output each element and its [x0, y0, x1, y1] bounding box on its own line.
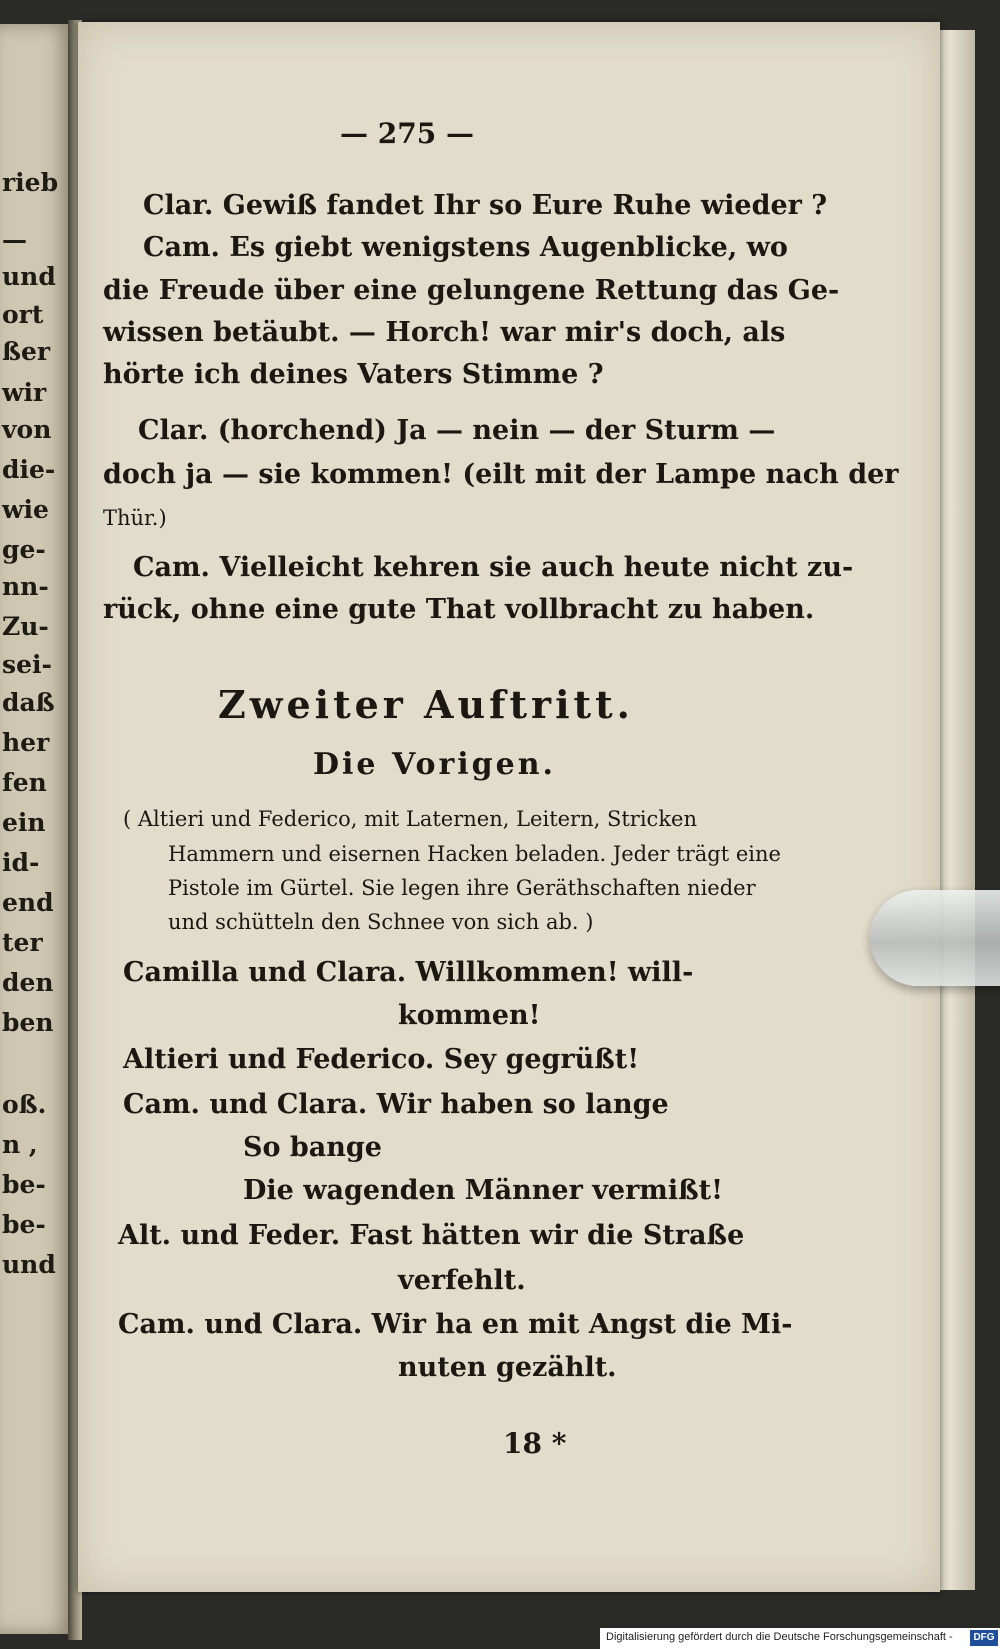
verse-line: Altieri und Federico. Sey gegrüßt! — [123, 1044, 640, 1075]
verse-line: Alt. und Feder. Fast hätten wir die Straße — [118, 1220, 745, 1251]
text-line: Thür.) — [103, 506, 167, 530]
left-page-fragment: ter — [2, 928, 43, 957]
left-page-fragment: ort — [2, 300, 44, 329]
stage-direction-line: Pistole im Gürtel. Sie legen ihre Geräthschaften nieder — [168, 876, 756, 900]
page-edge-stack — [935, 30, 975, 1590]
dfg-logo: DFG — [970, 1630, 998, 1646]
text-line: doch ja — sie kommen! (eilt mit der Lampe nach der — [103, 459, 899, 490]
verse-line: verfehlt. — [398, 1265, 526, 1296]
footer-credit: Digitalisierung gefördert durch die Deutsche Forschungsgemeinschaft - — [606, 1631, 953, 1643]
left-page-fragment: die- — [2, 455, 56, 484]
text-line: Cam. Es giebt wenigstens Augenblicke, wo — [143, 232, 788, 263]
left-page-fragment: den — [2, 968, 54, 997]
left-page-fragment: n , — [2, 1130, 38, 1159]
text-line: Clar. Gewiß fandet Ihr so Eure Ruhe wieder ? — [143, 190, 828, 221]
stage-direction-line: und schütteln den Schnee von sich ab. ) — [168, 910, 594, 934]
left-page-fragment: oß. — [2, 1090, 47, 1119]
left-page-fragment: und — [2, 1250, 56, 1279]
left-page-fragment: Zu- — [2, 612, 49, 641]
book-page — [78, 22, 940, 1592]
left-page-fragment: wir — [2, 378, 47, 407]
stage-direction-line: Hammern und eisernen Hacken beladen. Jeder trägt eine — [168, 842, 781, 866]
verse-line: Cam. und Clara. Wir ha en mit Angst die Mi- — [118, 1309, 793, 1340]
scene-subheading: Die Vorigen. — [313, 747, 556, 782]
scene-heading: Zweiter Auftritt. — [218, 682, 634, 727]
left-page-edge — [0, 24, 72, 1634]
left-page-fragment: daß — [2, 688, 55, 717]
left-page-fragment: fen — [2, 768, 47, 797]
verse-line: Cam. und Clara. Wir haben so lange — [123, 1089, 669, 1120]
text-line: Cam. Vielleicht kehren sie auch heute nicht zu- — [133, 552, 854, 583]
left-page-fragment: von — [2, 415, 52, 444]
left-page-fragment: her — [2, 728, 50, 757]
text-line: hörte ich deines Vaters Stimme ? — [103, 359, 604, 390]
left-page-fragment: — — [2, 225, 27, 254]
left-page-fragment: ge- — [2, 535, 46, 564]
left-page-fragment: be- — [2, 1210, 46, 1239]
page-number: — 275 — — [340, 117, 474, 150]
left-page-fragment: ßer — [2, 337, 51, 366]
left-page-fragment: sei- — [2, 650, 52, 679]
verse-line: So bange — [243, 1132, 382, 1163]
left-page-fragment: ben — [2, 1008, 54, 1037]
left-page-fragment: ein — [2, 808, 46, 837]
verse-line: nuten gezählt. — [398, 1352, 617, 1383]
text-line: Clar. (horchend) Ja — nein — der Sturm — — [138, 415, 776, 446]
verse-line: Camilla und Clara. Willkommen! will- — [123, 957, 694, 988]
text-line: rück, ohne eine gute That vollbracht zu haben. — [103, 594, 815, 625]
left-page-fragment: rieb — [2, 168, 59, 197]
left-page-fragment: be- — [2, 1170, 46, 1199]
stage-direction-line: ( Altieri und Federico, mit Laternen, Leitern, Stricken — [123, 807, 697, 831]
text-line: die Freude über eine gelungene Rettung das Ge- — [103, 275, 840, 306]
left-page-fragment: wie — [2, 495, 49, 524]
left-page-fragment: end — [2, 888, 54, 917]
left-page-fragment: und — [2, 262, 56, 291]
left-page-fragment: nn- — [2, 572, 49, 601]
verse-line: Die wagenden Männer vermißt! — [243, 1175, 723, 1206]
signature-mark: 18 * — [503, 1427, 567, 1460]
glass-page-holder — [870, 890, 1000, 986]
verse-line: kommen! — [398, 1000, 541, 1031]
left-page-fragment: id- — [2, 848, 40, 877]
text-line: wissen betäubt. — Horch! war mir's doch, als — [103, 317, 786, 348]
